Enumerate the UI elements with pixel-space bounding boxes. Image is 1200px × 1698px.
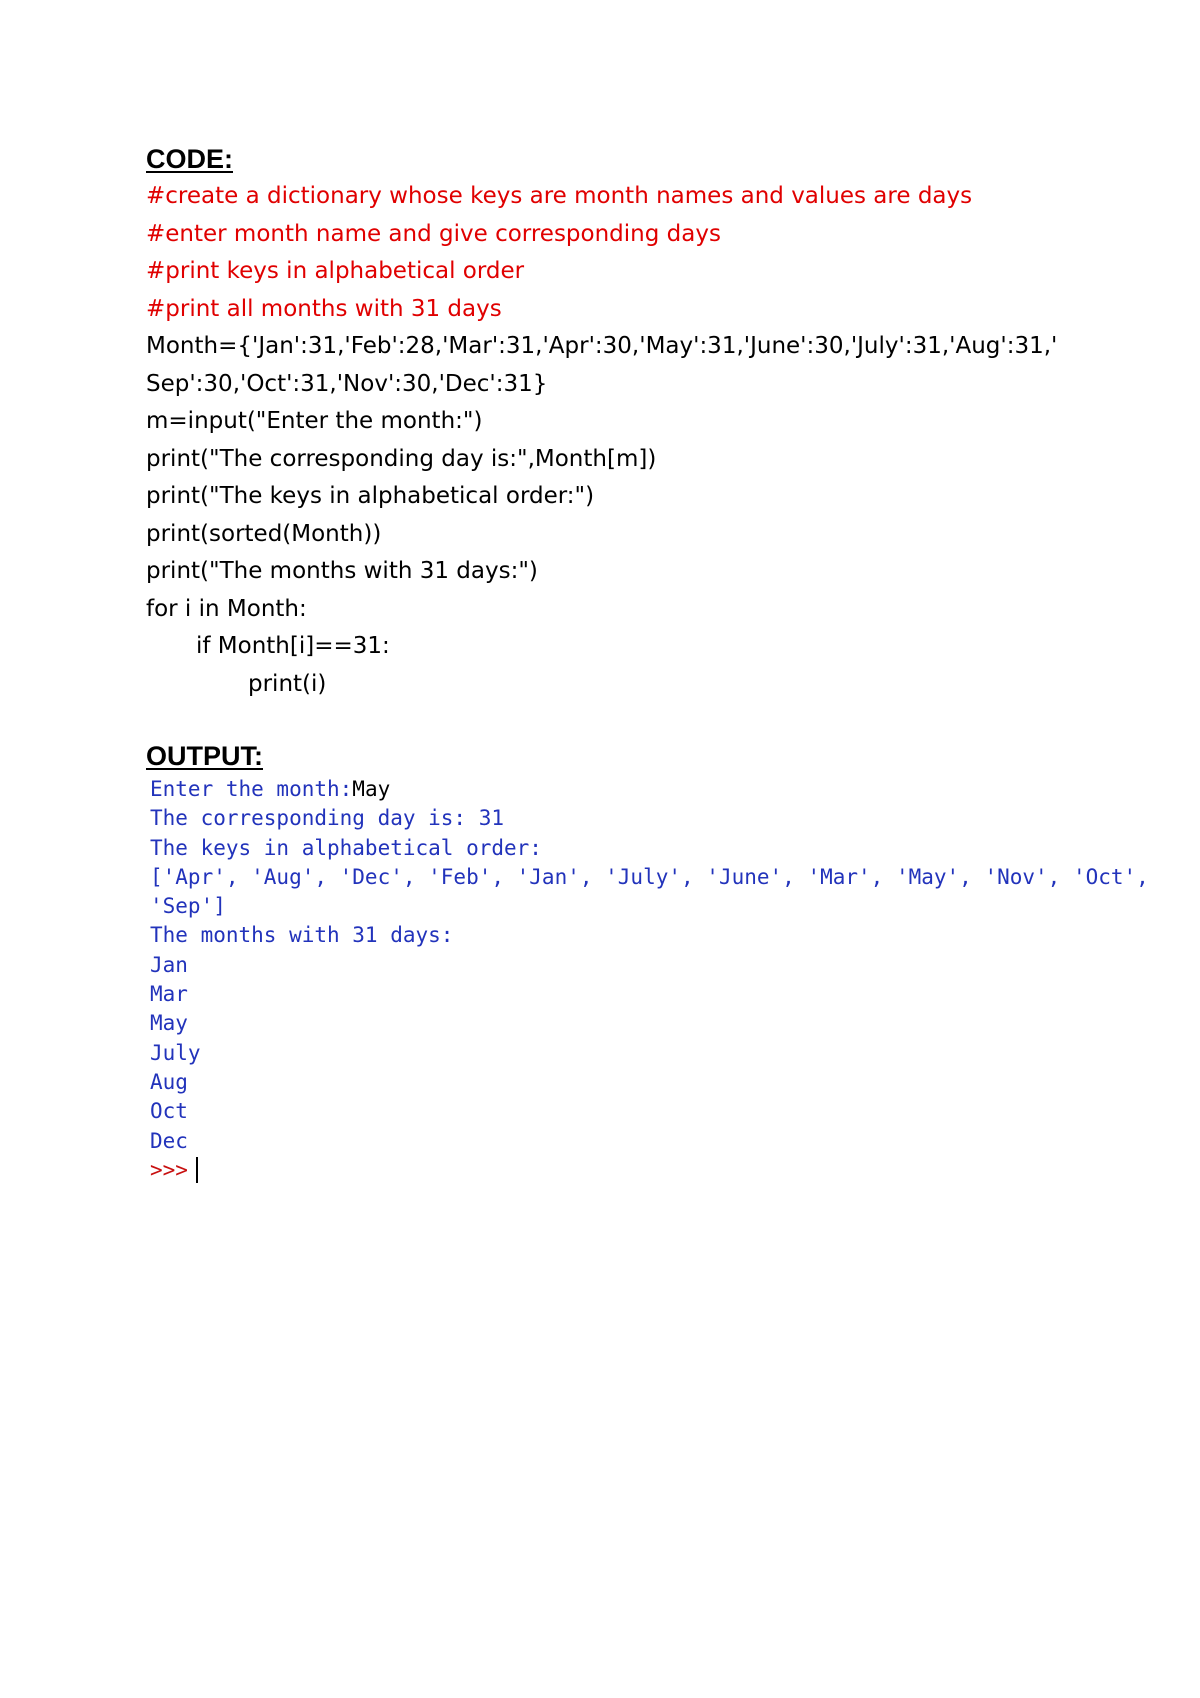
- text-cursor: [196, 1157, 198, 1183]
- code-line: print("The keys in alphabetical order:"): [146, 483, 595, 509]
- code-line: print("The corresponding day is:",Month[m]): [146, 445, 657, 472]
- output-line: 'Sep']: [150, 894, 226, 919]
- shell-prompt-line[interactable]: [146, 1156, 1186, 1185]
- code-line: print(sorted(Month)): [146, 520, 382, 547]
- code-heading: CODE:: [146, 144, 233, 174]
- code-comment-line: #print all months with 31 days: [146, 295, 502, 322]
- code-line: Month={'Jan':31,'Feb':28,'Mar':31,'Apr':30,'May':31,'June':30,'July':31,'Aug':31,': [146, 333, 1058, 359]
- code-line: if Month[i]==31:: [196, 633, 390, 659]
- output-line: The keys in alphabetical order:: [150, 835, 542, 860]
- output-line: Mar: [150, 982, 188, 1007]
- user-input-value: May: [352, 777, 391, 801]
- output-line: Oct: [150, 1099, 188, 1124]
- output-line: May: [150, 1011, 188, 1036]
- input-prompt-text: Enter the month:: [150, 777, 353, 801]
- code-block: [146, 178, 1186, 703]
- code-line: print("The months with 31 days:"): [146, 558, 538, 584]
- code-line: Sep':30,'Oct':31,'Nov':30,'Dec':31}: [146, 370, 548, 397]
- output-line: The months with 31 days:: [150, 923, 454, 948]
- output-line: The corresponding day is: 31: [150, 806, 505, 831]
- code-line: for i in Month:: [146, 595, 307, 622]
- shell-prompt: >>>: [150, 1157, 188, 1182]
- output-heading: OUTPUT:: [146, 741, 263, 771]
- shell-output: [146, 775, 1186, 1185]
- code-comment-line: #create a dictionary whose keys are month names and values are days: [146, 183, 973, 209]
- output-line: Dec: [150, 1128, 188, 1153]
- code-line: print(i): [248, 670, 327, 697]
- output-input-line: [146, 775, 1186, 804]
- code-comment-line: #print keys in alphabetical order: [146, 258, 525, 284]
- output-line: Aug: [150, 1069, 188, 1094]
- code-comment-line: #enter month name and give corresponding days: [146, 220, 721, 247]
- output-line: Jan: [150, 952, 188, 977]
- document-page: [146, 140, 1186, 1185]
- code-line: m=input("Enter the month:"): [146, 408, 483, 434]
- output-line: ['Apr', 'Aug', 'Dec', 'Feb', 'Jan', 'July', 'June', 'Mar', 'May', 'Nov', 'Oct',: [150, 864, 1149, 889]
- output-line: July: [150, 1040, 201, 1065]
